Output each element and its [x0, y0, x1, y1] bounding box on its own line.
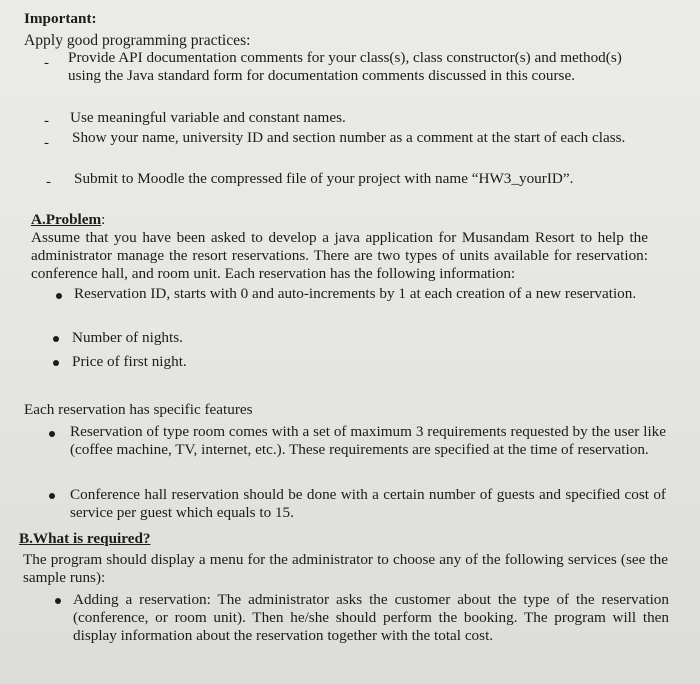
features-heading: Each reservation has specific features [24, 401, 253, 418]
important-item-1: Provide API documentation comments for your class(s), class constructor(s) and method(s) using the Java standard form for documentation comments discussed in this course. [68, 49, 622, 84]
dash-bullet: - [44, 113, 49, 129]
problem-item-2: Number of nights. [72, 329, 183, 346]
bullet-dot [56, 293, 62, 299]
bullet-dot [49, 431, 55, 437]
important-item-2: Use meaningful variable and constant names. [70, 109, 346, 126]
problem-item-3: Price of first night. [72, 353, 187, 370]
bullet-dot [53, 360, 59, 366]
important-item-4: Submit to Moodle the compressed file of your project with name “HW3_yourID”. [74, 170, 574, 187]
required-paragraph: The program should display a menu for the administrator to choose any of the following services (see the sample runs): [23, 551, 668, 586]
problem-item-1: Reservation ID, starts with 0 and auto-increments by 1 at each creation of a new reservation. [74, 285, 637, 302]
feature-item-1: Reservation of type room comes with a set of maximum 3 requirements requested by the user like (coffee machine, TV, internet, etc.). These requirements are specified at the time of reservation. [70, 423, 666, 458]
bullet-dot [55, 598, 61, 604]
problem-heading-text: A.Problem [31, 211, 102, 228]
problem-paragraph: Assume that you have been asked to develop a java application for Musandam Resort to help the administrator manage the resort reservations. There are two types of units available for reservation: conference hall, and room unit. Each reservation has the following information: [31, 229, 648, 282]
bullet-dot [53, 336, 59, 342]
important-item-3: Show your name, university ID and section number as a comment at the start of each class. [72, 129, 626, 146]
required-heading: B.What is required? [19, 530, 151, 547]
bullet-dot [49, 493, 55, 499]
feature-item-2: Conference hall reservation should be done with a certain number of guests and specified cost of service per guest which equals to 15. [70, 486, 666, 521]
important-heading: Important: [24, 10, 97, 27]
problem-heading-colon: : [101, 211, 106, 228]
dash-bullet: - [44, 55, 49, 71]
dash-bullet: - [44, 135, 49, 151]
dash-bullet: - [46, 174, 51, 190]
required-item-1: Adding a reservation: The administrator asks the customer about the type of the reservation (conference, or room unit). Then he/she should perform the booking. The program will then display information about the reservation together with the total cost. [73, 591, 669, 644]
problem-heading [31, 210, 105, 229]
important-intro: Apply good programming practices: [24, 32, 251, 49]
